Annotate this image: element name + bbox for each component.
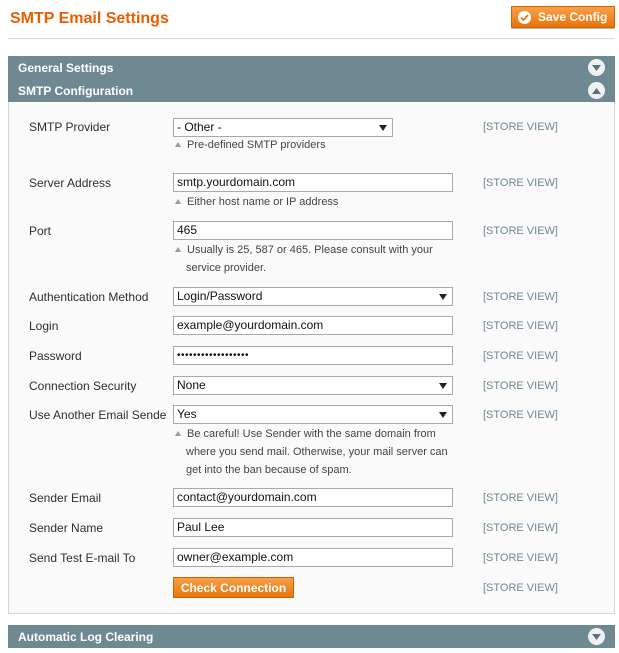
scope-label: [STORE VIEW] <box>483 380 558 392</box>
dropdown-arrow-icon <box>379 125 387 131</box>
scope-label: [STORE VIEW] <box>483 177 558 189</box>
sender-email-label: Sender Email <box>29 491 102 505</box>
chevron-up-icon[interactable] <box>588 82 605 99</box>
check-connection-button[interactable]: Check Connection <box>173 577 294 598</box>
port-note: Usually is 25, 587 or 465. Please consult with your service provider. <box>174 241 454 277</box>
section-header-general[interactable] <box>8 56 615 79</box>
note-triangle-icon <box>175 142 181 147</box>
title-divider <box>8 38 615 39</box>
sender-name-label: Sender Name <box>29 521 104 535</box>
section-title-log-clearing: Automatic Log Clearing <box>18 629 154 644</box>
another-sender-value: Yes <box>177 407 197 421</box>
section-title-smtp: SMTP Configuration <box>18 83 134 98</box>
scope-label: [STORE VIEW] <box>483 320 558 332</box>
another-sender-note: Be careful! Use Sender with the same domain from where you send mail. Otherwise, your mail server can get into the ban because of spam. <box>174 425 454 479</box>
connection-security-value: None <box>177 378 206 392</box>
note-triangle-icon <box>175 247 181 252</box>
scope-label: [STORE VIEW] <box>483 582 558 594</box>
scope-label: [STORE VIEW] <box>483 409 558 421</box>
port-input[interactable]: 465 <box>173 221 453 240</box>
scope-label: [STORE VIEW] <box>483 492 558 504</box>
section-title-general: General Settings <box>18 60 114 75</box>
page-title: SMTP Email Settings <box>10 10 169 27</box>
scope-label: [STORE VIEW] <box>483 552 558 564</box>
password-label: Password <box>29 349 82 363</box>
auth-method-value: Login/Password <box>177 289 263 303</box>
connection-security-select[interactable] <box>173 376 453 395</box>
scope-label: [STORE VIEW] <box>483 225 558 237</box>
smtp-provider-select[interactable] <box>173 118 393 137</box>
server-address-input[interactable]: smtp.yourdomain.com <box>173 173 453 192</box>
save-config-label: Save Config <box>538 10 608 24</box>
scope-label: [STORE VIEW] <box>483 121 558 133</box>
another-sender-label: Use Another Email Sende <box>29 408 167 422</box>
smtp-provider-label: SMTP Provider <box>29 120 111 134</box>
test-email-label: Send Test E-mail To <box>29 551 136 565</box>
scope-label: [STORE VIEW] <box>483 350 558 362</box>
dropdown-arrow-icon <box>439 294 447 300</box>
port-label: Port <box>29 224 52 238</box>
auth-method-select[interactable] <box>173 287 453 306</box>
save-config-button[interactable] <box>511 6 615 28</box>
note-triangle-icon <box>175 199 181 204</box>
login-input[interactable]: example@yourdomain.com <box>173 316 453 335</box>
scope-label: [STORE VIEW] <box>483 522 558 534</box>
another-sender-select[interactable] <box>173 405 453 424</box>
check-circle-icon <box>518 11 531 24</box>
server-address-label: Server Address <box>29 176 112 190</box>
dropdown-arrow-icon <box>439 412 447 418</box>
test-email-input[interactable]: owner@example.com <box>173 548 453 567</box>
note-triangle-icon <box>175 431 181 436</box>
section-header-log-clearing[interactable] <box>8 625 615 648</box>
chevron-down-icon[interactable] <box>588 59 605 76</box>
section-header-smtp[interactable] <box>8 79 615 102</box>
sender-name-input[interactable]: Paul Lee <box>173 518 453 537</box>
scope-label: [STORE VIEW] <box>483 291 558 303</box>
auth-method-label: Authentication Method <box>29 290 149 304</box>
password-input[interactable]: •••••••••••••••••• <box>173 346 453 365</box>
dropdown-arrow-icon <box>439 383 447 389</box>
connection-security-label: Connection Security <box>29 379 137 393</box>
server-address-note: Either host name or IP address <box>174 193 454 211</box>
sender-email-input[interactable]: contact@yourdomain.com <box>173 488 453 507</box>
smtp-provider-note: Pre-defined SMTP providers <box>174 136 454 154</box>
smtp-provider-value: - Other - <box>177 120 222 134</box>
login-label: Login <box>29 319 59 333</box>
chevron-down-icon[interactable] <box>588 628 605 645</box>
